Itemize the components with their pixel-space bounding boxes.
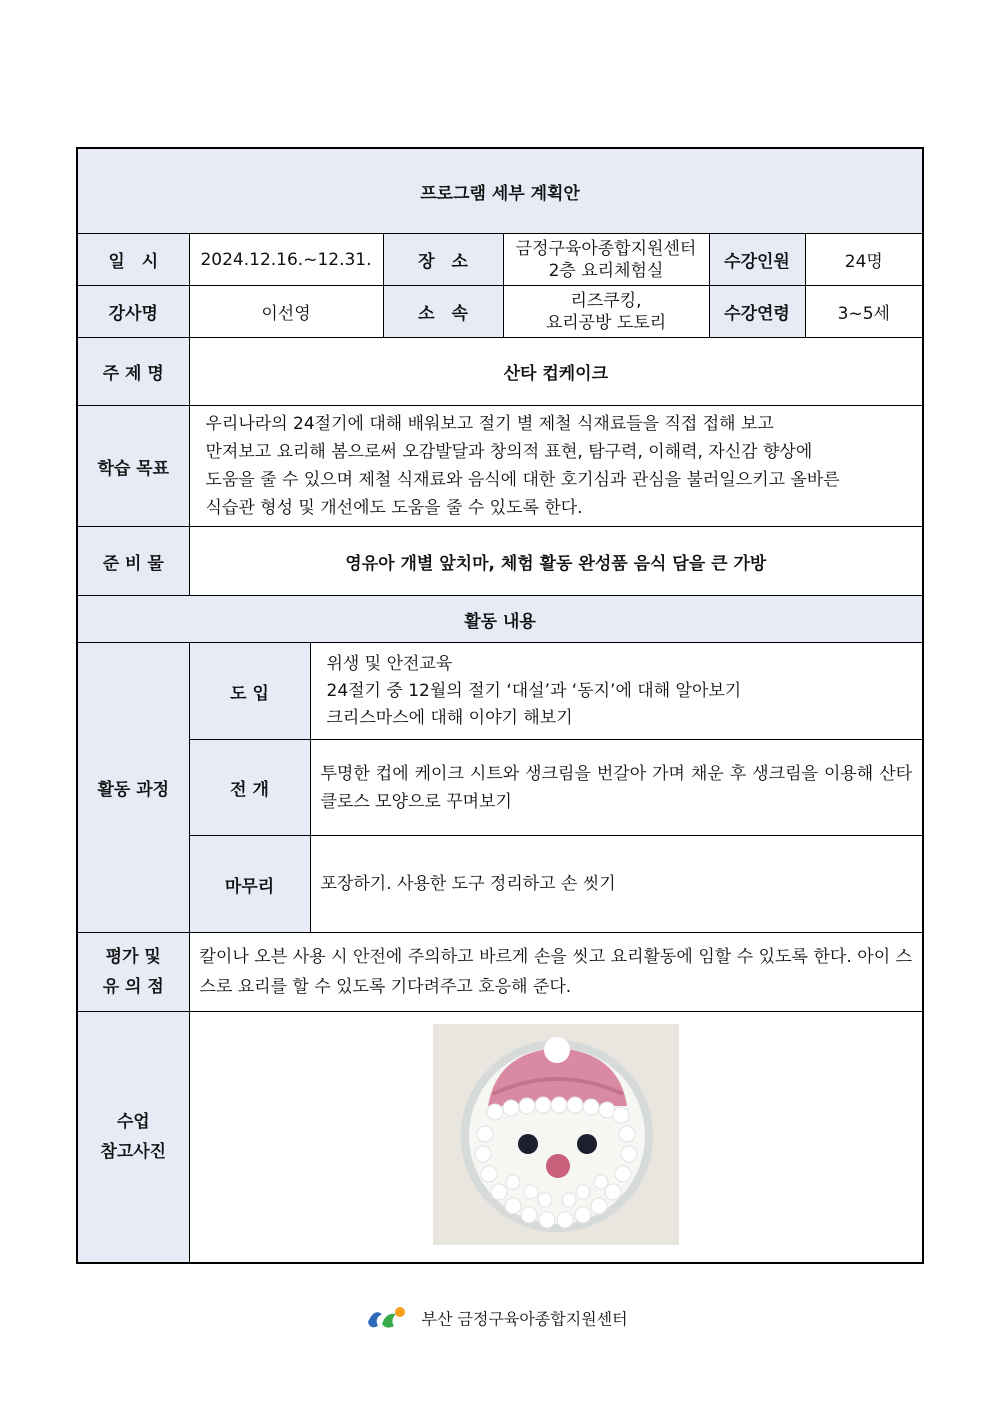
development-row <box>77 740 923 836</box>
info-row-2 <box>77 286 923 338</box>
evaluation-value: 칼이나 오븐 사용 시 안전에 주의하고 바르게 손을 씻고 요리활동에 임할 수 있도록 한다. 아이 스스로 요리를 할 수 있도록 기다려주고 호응해 준다. <box>189 933 923 1012</box>
footer <box>0 1304 992 1332</box>
intro-line-3: 크리스마스에 대해 이야기 해보기 <box>326 707 573 728</box>
affiliation-value <box>503 286 709 338</box>
process-label: 활동 과정 <box>77 643 189 933</box>
evaluation-label-1: 평가 및 <box>105 947 161 967</box>
goal-line-2: 만져보고 요리해 봄으로써 오감발달과 창의적 표현, 탐구력, 이해력, 자신감 향상에 <box>205 442 813 462</box>
goal-value <box>189 406 923 527</box>
capacity-label: 수강인원 <box>709 234 805 286</box>
instructor-value: 이선영 <box>189 286 383 338</box>
intro-label: 도 입 <box>189 643 310 740</box>
age-value: 3~5세 <box>805 286 923 338</box>
affiliation-label: 소 속 <box>383 286 503 338</box>
title-row <box>77 148 923 234</box>
activity-header: 활동 내용 <box>77 596 923 643</box>
page-title: 프로그램 세부 계획안 <box>77 148 923 234</box>
goal-line-3: 도움을 줄 수 있으며 제철 식재료와 음식에 대한 호기심과 관심을 불러일으키고 올바른 <box>205 470 840 490</box>
topic-label: 주 제 명 <box>77 338 189 406</box>
photo-cell <box>189 1012 923 1264</box>
goal-label: 학습 목표 <box>77 406 189 527</box>
evaluation-row <box>77 933 923 1012</box>
materials-label: 준 비 물 <box>77 527 189 596</box>
wrapup-label: 마무리 <box>189 836 310 933</box>
topic-value: 산타 컵케이크 <box>189 338 923 406</box>
intro-value <box>310 643 923 740</box>
photo-label-2: 참고사진 <box>100 1142 167 1162</box>
development-label: 전 개 <box>189 740 310 836</box>
photo-label <box>77 1012 189 1264</box>
evaluation-label <box>77 933 189 1012</box>
goal-row <box>77 406 923 527</box>
goal-line-1: 우리나라의 24절기에 대해 배워보고 절기 별 제철 식재료들을 직접 접해 보고 <box>205 414 774 434</box>
affiliation-line-1: 리즈쿠킹, <box>570 290 642 311</box>
place-line-1: 금정구육아종합지원센터 <box>515 238 697 259</box>
date-label: 일 시 <box>77 234 189 286</box>
center-logo-icon <box>364 1304 410 1332</box>
place-label: 장 소 <box>383 234 503 286</box>
age-label: 수강연령 <box>709 286 805 338</box>
evaluation-label-2: 유 의 점 <box>102 977 164 997</box>
topic-row <box>77 338 923 406</box>
wrapup-row <box>77 836 923 933</box>
materials-value: 영유아 개별 앞치마, 체험 활동 완성품 음식 담을 큰 가방 <box>189 527 923 596</box>
santa-cupcake-photo <box>433 1024 679 1245</box>
program-plan-table <box>76 147 924 1264</box>
instructor-label: 강사명 <box>77 286 189 338</box>
capacity-value: 24명 <box>805 234 923 286</box>
place-line-2: 2층 요리체험실 <box>548 260 664 281</box>
photo-row <box>77 1012 923 1264</box>
footer-org-name: 부산 금정구육아종합지원센터 <box>421 1309 628 1329</box>
development-value: 투명한 컵에 케이크 시트와 생크림을 번갈아 가며 채운 후 생크림을 이용해 산타클로스 모양으로 꾸며보기 <box>310 740 923 836</box>
date-value: 2024.12.16.~12.31. <box>189 234 383 286</box>
info-row-1 <box>77 234 923 286</box>
photo-label-1: 수업 <box>116 1112 150 1132</box>
wrapup-value: 포장하기. 사용한 도구 정리하고 손 씻기 <box>310 836 923 933</box>
intro-line-2: 24절기 중 12월의 절기 ‘대설’과 ‘동지’에 대해 알아보기 <box>326 680 742 701</box>
intro-row <box>77 643 923 740</box>
goal-line-4: 식습관 형성 및 개선에도 도움을 줄 수 있도록 한다. <box>205 498 583 518</box>
materials-row <box>77 527 923 596</box>
intro-line-1: 위생 및 안전교육 <box>326 653 453 674</box>
affiliation-line-2: 요리공방 도토리 <box>545 312 667 333</box>
place-value <box>503 234 709 286</box>
activity-header-row <box>77 596 923 643</box>
